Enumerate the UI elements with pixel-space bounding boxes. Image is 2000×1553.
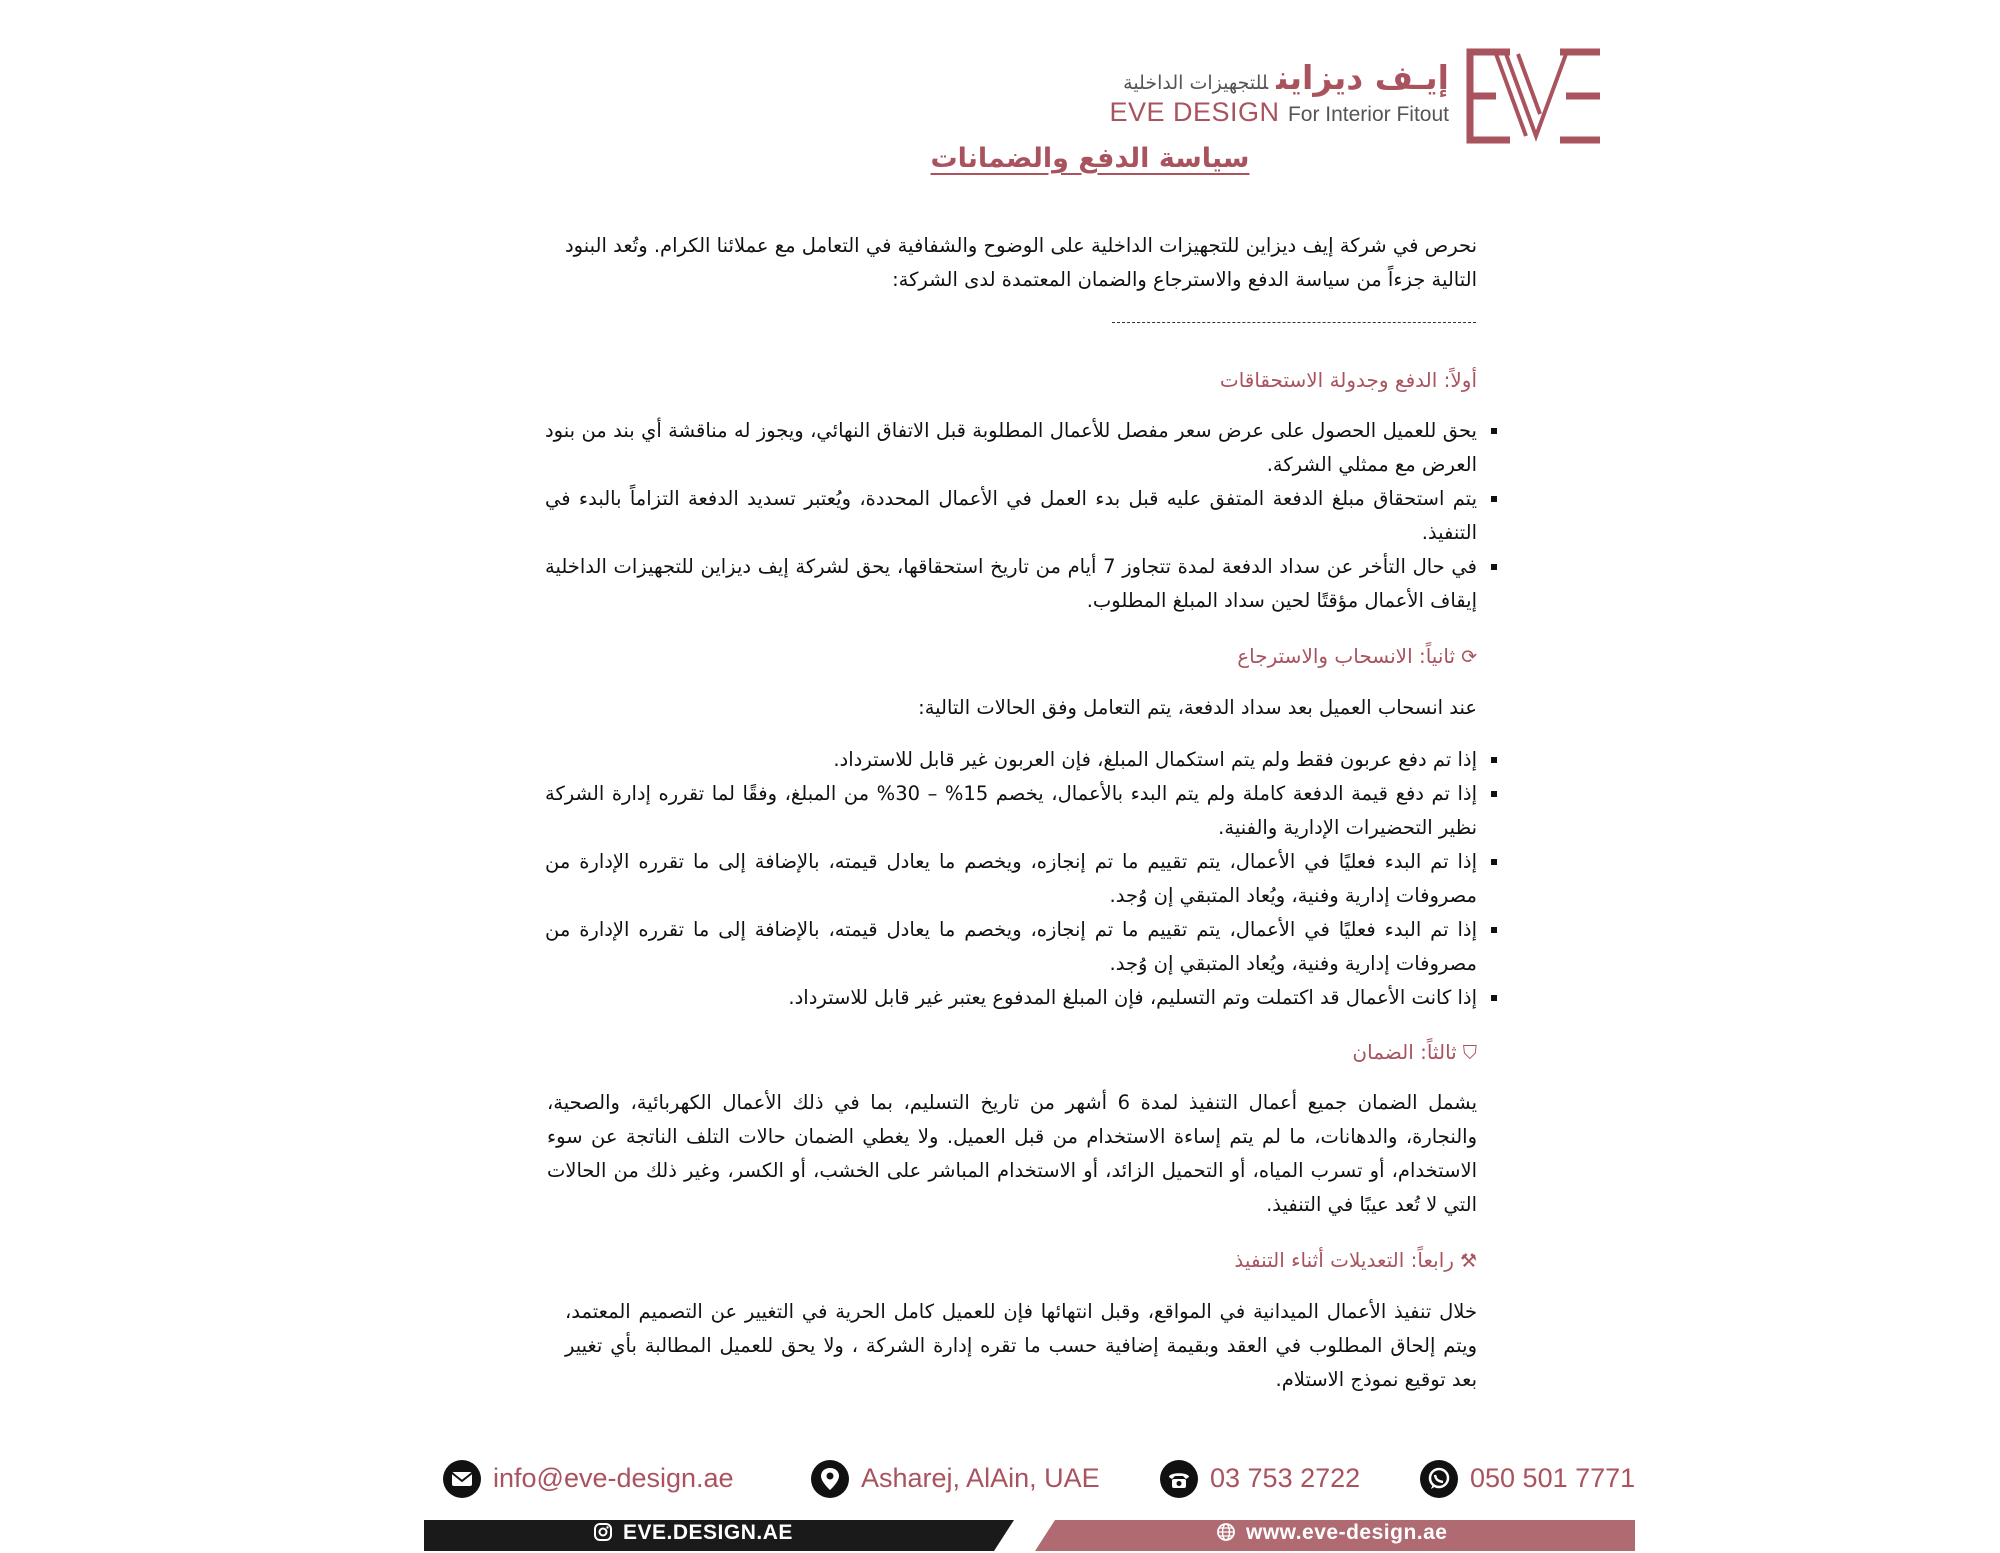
intro-paragraph: نحرص في شركة إيف ديزاين للتجهيزات الداخلية على الوضوح والشفافية في التعامل مع عملائنا الكرام. وتُعد البنود التالية جزءاً من سياسة الدفع والاسترجاع والضمان المعتمدة لدى الشركة: [565,234,1477,291]
list-item-text: إذا تم دفع عربون فقط ولم يتم استكمال المبلغ، فإن العربون غير قابل للاسترداد. [833,748,1477,771]
brand-en-name: EVE DESIGN [1109,97,1280,127]
list-item [545,777,1497,845]
document-title: سياسة الدفع والضمانات [930,143,1250,174]
list-item-text: إذا تم البدء فعليًا في الأعمال، يتم تقييم ما تم إنجازه، ويخصم ما يعادل قيمته، بالإضافة إلى ما تقرره الإدارة من مصروفات إدارية وفنية، ويُعاد المتبقي إن وُجد. [545,918,1477,975]
brand-en-tagline: For Interior Fitout [1287,103,1449,126]
brand-ar-tagline: للتجهيزات الداخلية [1123,72,1269,94]
payment-list [545,414,1497,618]
brand-name-english [1109,97,1449,128]
section-heading-warranty-text: ثالثاً: الضمان [1352,1040,1457,1064]
footer-website-text[interactable]: www.eve-design.ae [1246,1521,1448,1544]
list-item [545,845,1497,913]
footer-instagram-text[interactable]: EVE.DESIGN.AE [623,1521,793,1544]
section-heading-warranty [1352,1040,1477,1064]
bullet-icon [1491,428,1497,434]
list-item-text: يتم استحقاق مبلغ الدفعة المتفق عليه قبل بدء العمل في الأعمال المحددة، ويُعتبر تسديد الدفعة التزاماً بالبدء في التنفيذ. [545,487,1477,544]
withdrawal-intro: عند انسحاب العميل بعد سداد الدفعة، يتم التعامل وفق الحالات التالية: [918,696,1477,719]
bullet-icon [1491,859,1497,865]
list-item [545,981,1497,1015]
section-heading-payment [1220,368,1477,392]
footer-instagram[interactable] [593,1521,793,1548]
footer-location-text: Asharej, AlAin, UAE [861,1463,1100,1493]
list-item-text: في حال التأخر عن سداد الدفعة لمدة تتجاوز 7 أيام من تاريخ استحقاقها، يحق لشركة إيف ديزاين للتجهيزات الداخلية إيقاف الأعمال مؤقتًا لحين سداد المبلغ المطلوب. [545,555,1477,612]
section-heading-modifications-text: رابعاً: التعديلات أثناء التنفيذ [1234,1248,1454,1272]
mail-icon [443,1460,481,1498]
footer-email-text[interactable]: info@eve-design.ae [493,1463,734,1493]
list-item [545,482,1497,550]
whatsapp-icon [1420,1460,1458,1498]
footer-website[interactable] [1216,1521,1447,1548]
list-item-text: إذا كانت الأعمال قد اكتملت وتم التسليم، فإن المبلغ المدفوع يعتبر غير قابل للاسترداد. [788,986,1477,1009]
location-pin-icon [811,1460,849,1498]
eve-logo-icon [1466,48,1604,144]
withdrawal-list [545,743,1497,1015]
warranty-paragraph: يشمل الضمان جميع أعمال التنفيذ لمدة 6 أشهر من تاريخ التسليم، بما في ذلك الأعمال الكهربائية، والصحية، والنجارة، والدهانات، ما لم يتم إساءة الاستخدام من قبل العميل. ولا يغطي الضمان حالات التلف الناتجة عن سوء الاستخدام، أو تسرب المياه، أو التحميل الزائد، أو الاستخدام المباشر على الخشب، أو الكسر، وغير ذلك من الحالات التي لا تُعد عيبًا في التنفيذ. [547,1091,1478,1216]
globe-icon [1216,1522,1236,1548]
brand-ar-name: إيـف ديزاين [1276,58,1449,97]
bullet-icon [1491,995,1497,1001]
modifications-paragraph: خلال تنفيذ الأعمال الميدانية في المواقع، وقبل انتهائها فإن للعميل كامل الحرية في التغيير عن التصميم المعتمد، ويتم إلحاق المطلوب في العقد وبقيمة إضافية حسب ما تقره إدارة الشركة ، ولا يحق للعميل المطالبة بأي تغيير بعد توقيع نموذج الاستلام. [565,1300,1477,1391]
bullet-icon [1491,791,1497,797]
bullet-icon [1491,757,1497,763]
section-heading-withdrawal-text: ثانياً: الانسحاب والاسترجاع [1237,644,1456,668]
list-item-text: يحق للعميل الحصول على عرض سعر مفصل للأعمال المطلوبة قبل الاتفاق النهائي، ويجوز له مناقشة أي بند من بنود العرض مع ممثلي الشركة. [545,419,1477,476]
telephone-icon [1160,1460,1198,1498]
tools-icon: ⚒ [1459,1250,1477,1272]
section-heading-withdrawal [1237,644,1477,668]
refresh-icon: ⟳ [1461,646,1477,668]
list-item-text: إذا تم البدء فعليًا في الأعمال، يتم تقييم ما تم إنجازه، ويخصم ما يعادل قيمته، بالإضافة إلى ما تقرره الإدارة من مصروفات إدارية وفنية، ويُعاد المتبقي إن وُجد. [545,850,1477,907]
bullet-icon [1491,564,1497,570]
divider-line [1112,322,1476,323]
footer-phone-text[interactable]: 03 753 2722 [1210,1463,1361,1493]
instagram-icon [593,1522,613,1548]
section-heading-modifications [1234,1248,1477,1272]
list-item [545,414,1497,482]
bullet-icon [1491,927,1497,933]
list-item [545,913,1497,981]
list-item-text: إذا تم دفع قيمة الدفعة كاملة ولم يتم البدء بالأعمال، يخصم 15% – 30% من المبلغ، وفقًا لما تقرره إدارة الشركة نظير التحضيرات الإدارية والفنية. [545,782,1477,839]
shield-icon: ⛉ [1462,1042,1477,1064]
section-heading-payment-text: أولاً: الدفع وجدولة الاستحقاقات [1219,368,1477,392]
footer-whatsapp-text[interactable]: 050 501 7771 [1470,1463,1636,1493]
bullet-icon [1491,496,1497,502]
list-item [545,550,1497,618]
brand-name-arabic [1123,58,1449,97]
list-item [545,743,1497,777]
